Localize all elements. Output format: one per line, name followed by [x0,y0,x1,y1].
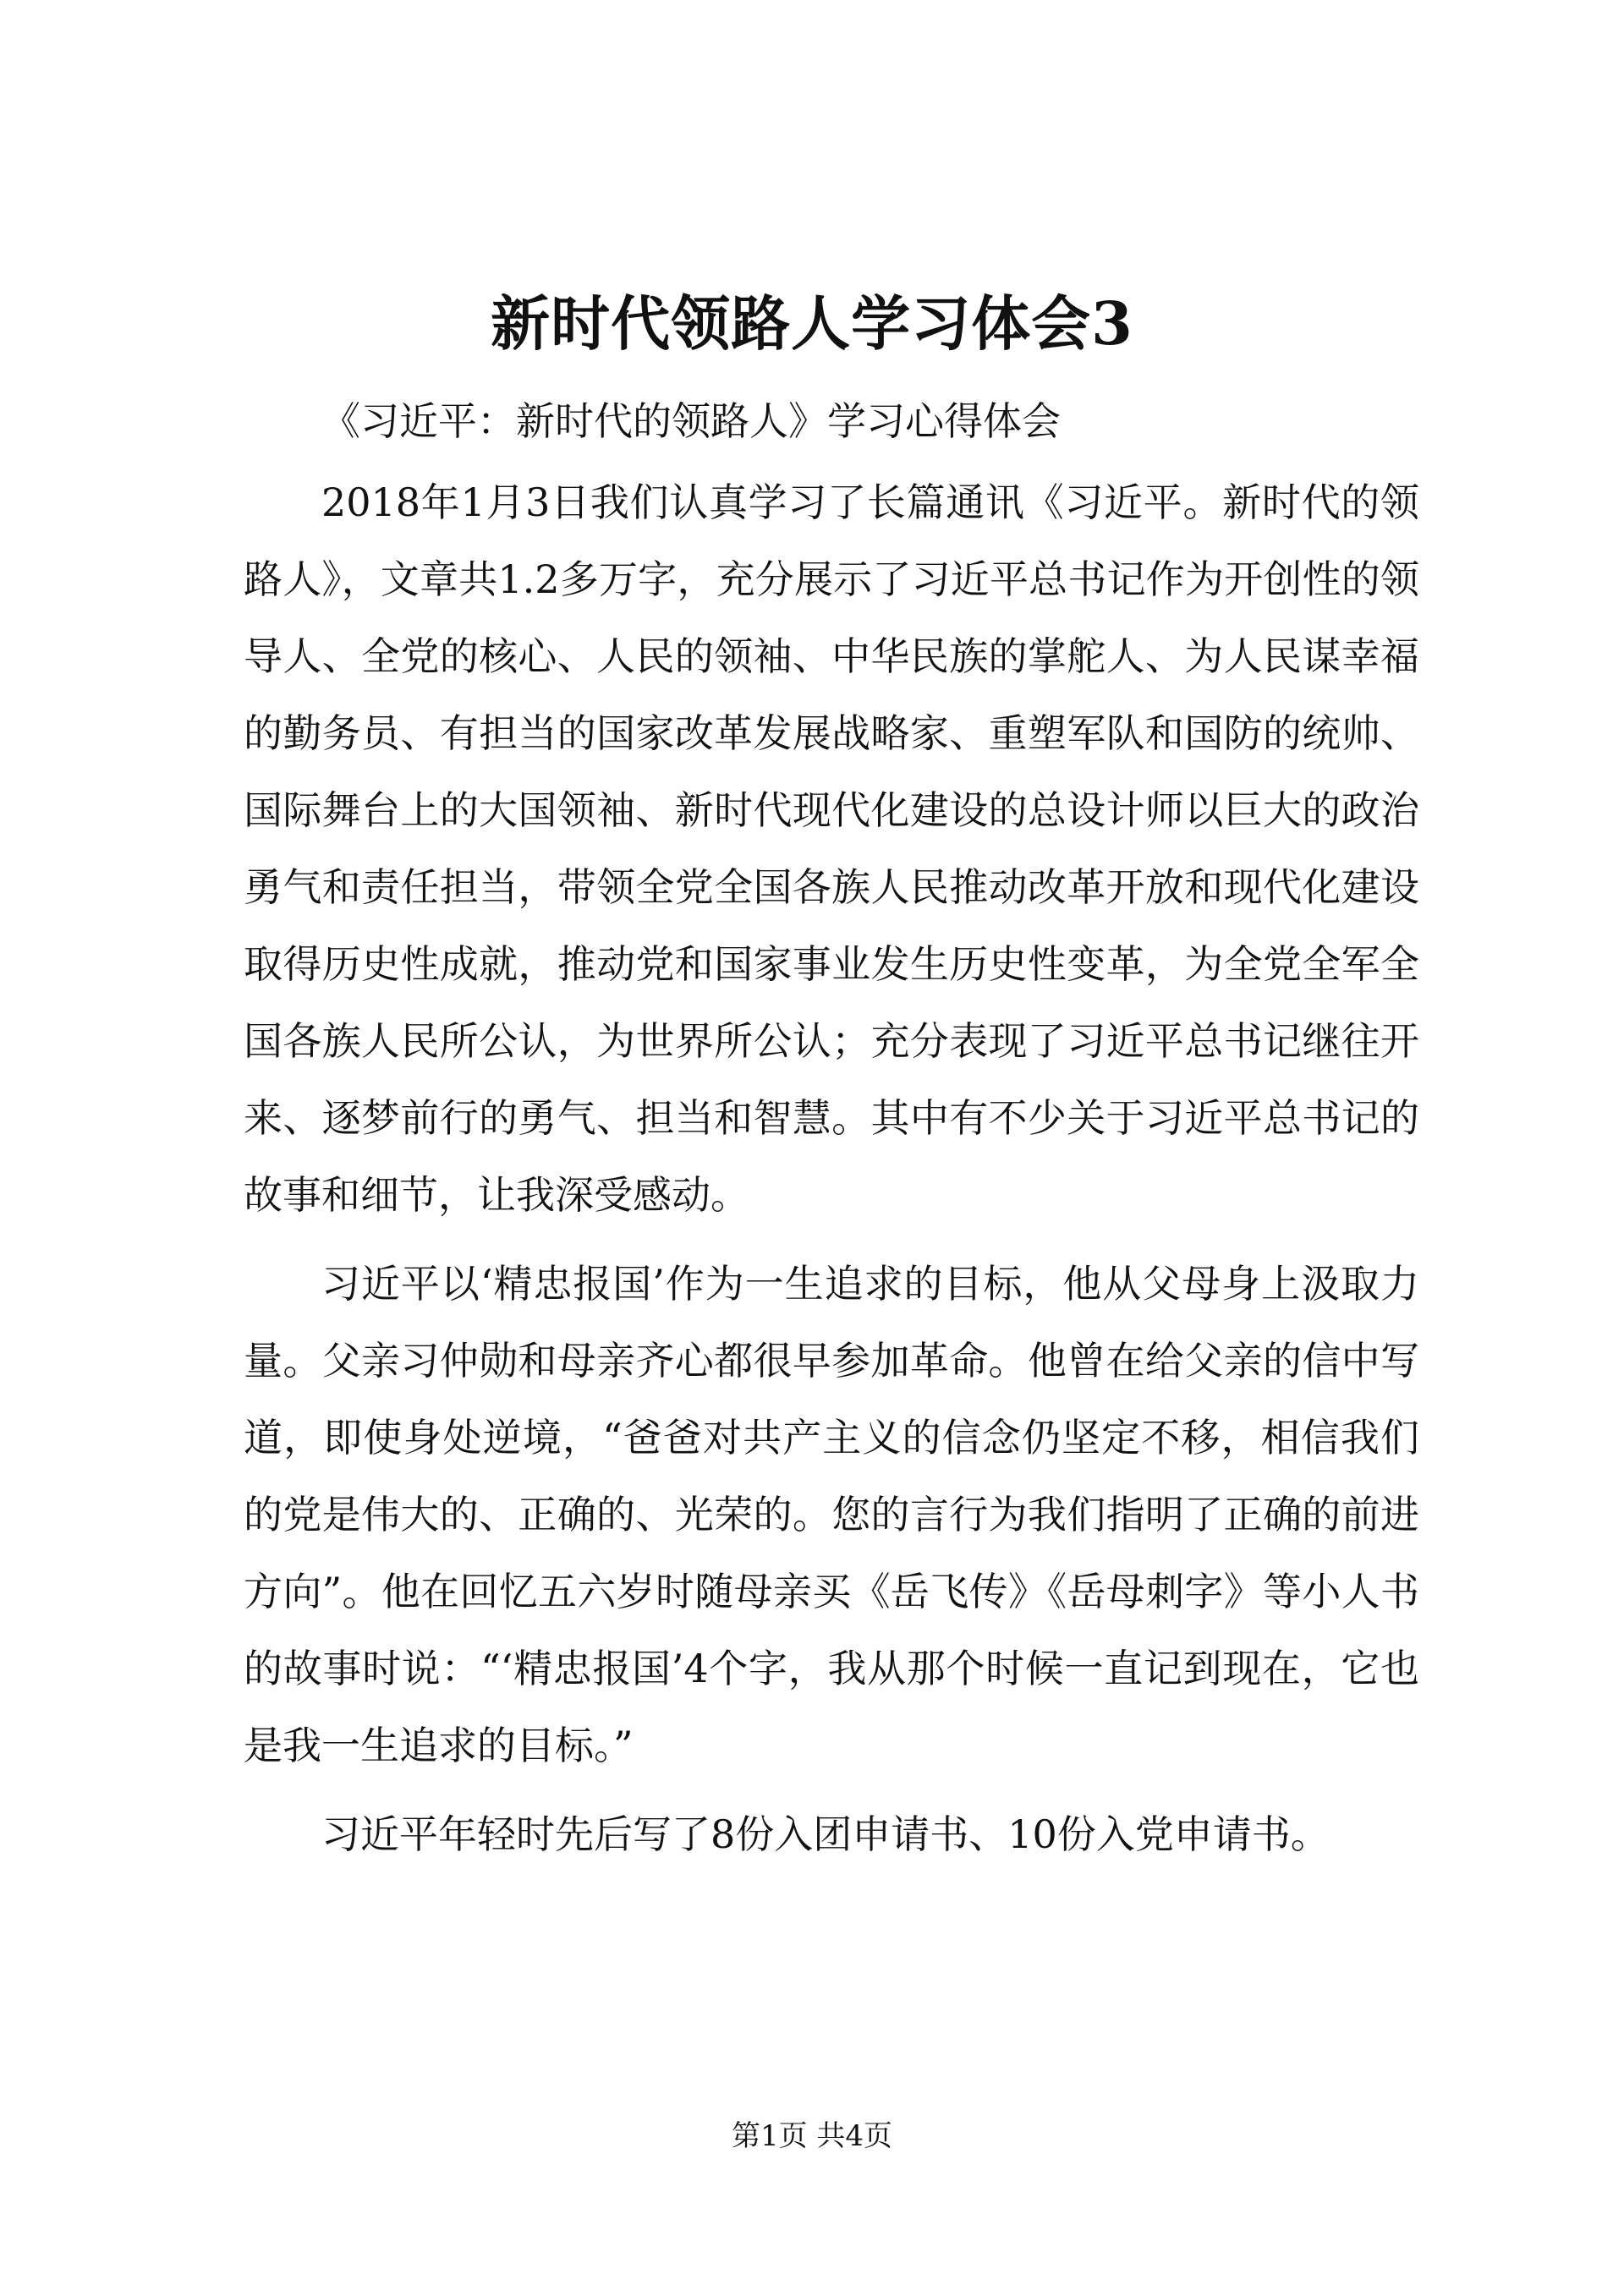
page-number-footer: 第1页 共4页 [731,2119,893,2153]
document-body [244,381,1419,1873]
paragraph-3: 习近平年轻时先后写了8份入团申请书、10份入党申请书。 [321,1811,1330,1857]
document-title: 新时代领路人学习体会3 [491,288,1133,359]
document-subtitle: 《习近平：新时代的领路人》学习心得体会 [321,398,1061,444]
paragraph-2: 习近平以‘精忠报国’作为一生追求的目标，他从父母身上汲取力量。父亲习仲勋和母亲齐心都很早参加革命。他曾在给父亲的信中写道，即使身处逆境，“爸爸对共产主义的信念仍坚定不移，相信我们的党是伟大的、正确的、光荣的。您的言行为我们指明了正确的前进方向”。他在回忆五六岁时随母亲买《岳飞传》《岳母刺字》等小人书的故事时说：“‘精忠报国’4个字，我从那个时候一直记到现在，它也是我一生追求的目标。” [244,1261,1419,1768]
paragraph-1: 2018年1月3日我们认真学习了长篇通讯《习近平。新时代的领路人》，文章共1.2多万字，充分展示了习近平总书记作为开创性的领导人、全党的核心、人民的领袖、中华民族的掌舵人、为人民谋幸福的勤务员、有担当的国家改革发展战略家、重塑军队和国防的统帅、国际舞台上的大国领袖、新时代现代化建设的总设计师以巨大的政治勇气和责任担当，带领全党全国各族人民推动改革开放和现代化建设取得历史性成就，推动党和国家事业发生历史性变革，为全党全军全国各族人民所公认，为世界所公认；充分表现了习近平总书记继往开来、逐梦前行的勇气、担当和智慧。其中有不少关于习近平总书记的故事和细节，让我深受感动。 [244,479,1419,1218]
